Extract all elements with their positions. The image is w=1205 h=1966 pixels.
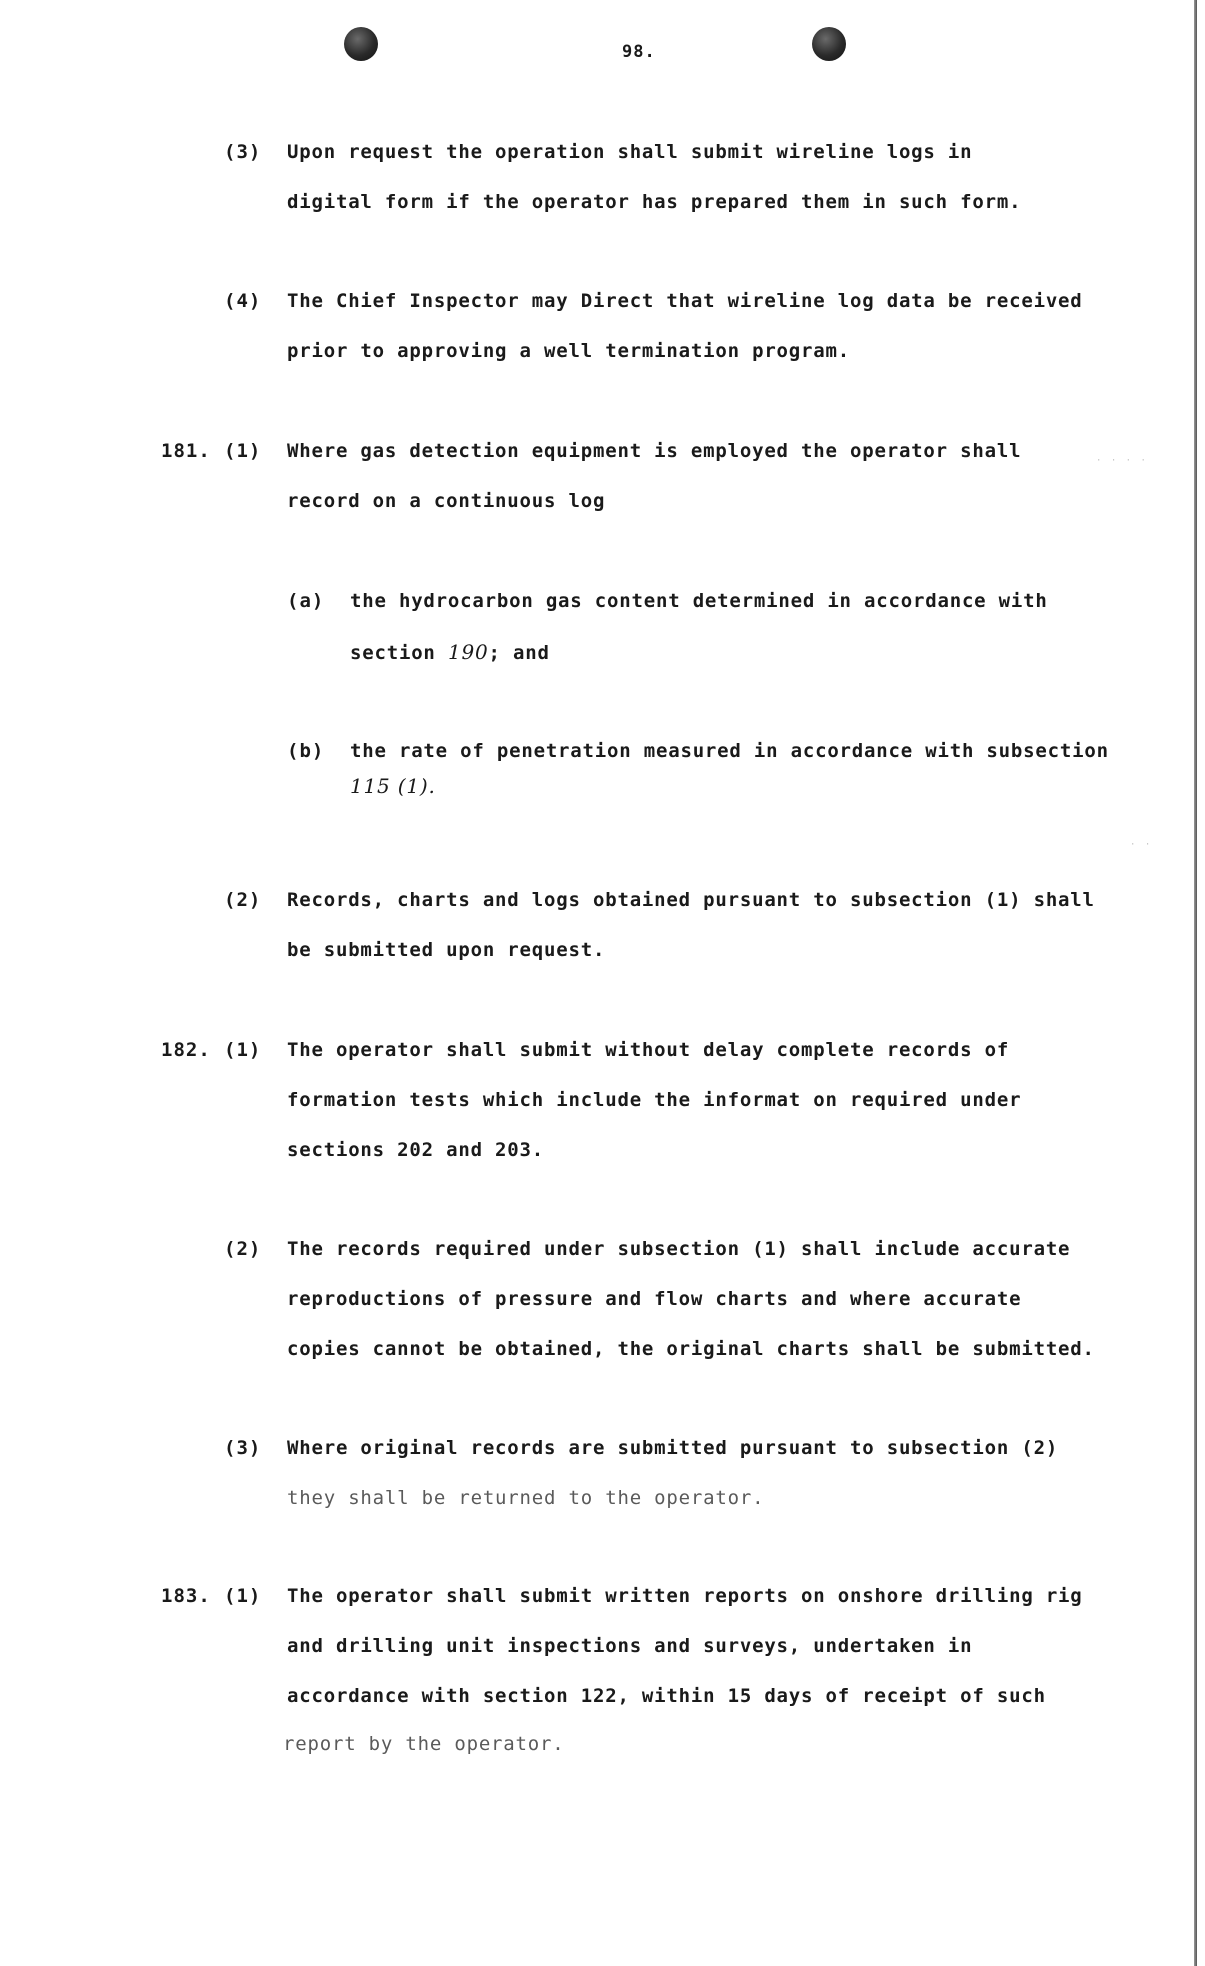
section-number: 181. <box>161 440 211 462</box>
text-line: accordance with section 122, within 15 days of receipt of such <box>287 1685 1046 1707</box>
text-line: the hydrocarbon gas content determined in accordance with <box>350 590 1048 612</box>
section-number: 182. <box>161 1039 211 1061</box>
text-line: digital form if the operator has prepared them in such form. <box>287 191 1022 213</box>
text-line: the rate of penetration measured in accordance with subsection <box>350 740 1109 762</box>
punch-hole-left <box>344 27 378 61</box>
text-fragment: section <box>350 642 436 664</box>
subsection-number: (3) <box>224 1437 262 1459</box>
text-line <box>350 640 550 664</box>
subsection-number: (2) <box>224 889 262 911</box>
subsection-number: (1) <box>224 1039 262 1061</box>
subsection-number: (4) <box>224 290 262 312</box>
handwritten-subsection-ref: 115 (1). <box>350 774 436 798</box>
paragraph-letter: (a) <box>287 590 325 612</box>
subsection-number: (3) <box>224 141 262 163</box>
text-line: they shall be returned to the operator. <box>287 1487 765 1509</box>
subsection-number: (1) <box>224 1585 262 1607</box>
text-line: formation tests which include the informat on required under <box>287 1089 1022 1111</box>
text-line: prior to approving a well termination program. <box>287 340 850 362</box>
text-line: Where gas detection equipment is employed the operator shall <box>287 440 1022 462</box>
text-line: be submitted upon request. <box>287 939 606 961</box>
text-line: The operator shall submit written reports on onshore drilling rig <box>287 1585 1083 1607</box>
text-line: The Chief Inspector may Direct that wireline log data be received <box>287 290 1083 312</box>
text-line: sections 202 and 203. <box>287 1139 545 1161</box>
subsection-number: (2) <box>224 1238 262 1260</box>
text-line: Records, charts and logs obtained pursuant to subsection (1) shall <box>287 889 1095 911</box>
text-line: Where original records are submitted pursuant to subsection (2) <box>287 1437 1059 1459</box>
text-line: Upon request the operation shall submit wireline logs in <box>287 141 973 163</box>
text-line: and drilling unit inspections and surveys, undertaken in <box>287 1635 973 1657</box>
handwritten-section-ref: 190 <box>447 640 489 664</box>
text-fragment: ; and <box>488 642 550 664</box>
text-line: record on a continuous log <box>287 490 606 512</box>
text-line: The operator shall submit without delay complete records of <box>287 1039 1010 1061</box>
section-number: 183. <box>161 1585 211 1607</box>
subsection-number: (1) <box>224 440 262 462</box>
scan-smudge: · · <box>1130 840 1153 850</box>
text-line: reproductions of pressure and flow charts and where accurate <box>287 1288 1022 1310</box>
page-edge-margin <box>1197 0 1205 1966</box>
punch-hole-right <box>812 27 846 61</box>
text-line: copies cannot be obtained, the original charts shall be submitted. <box>287 1338 1095 1360</box>
text-line: report by the operator. <box>283 1733 565 1755</box>
paragraph-letter: (b) <box>287 740 325 762</box>
scan-smudge: · · · · <box>1096 456 1148 466</box>
text-line: The records required under subsection (1) shall include accurate <box>287 1238 1071 1260</box>
page-number: 98. <box>622 42 656 62</box>
